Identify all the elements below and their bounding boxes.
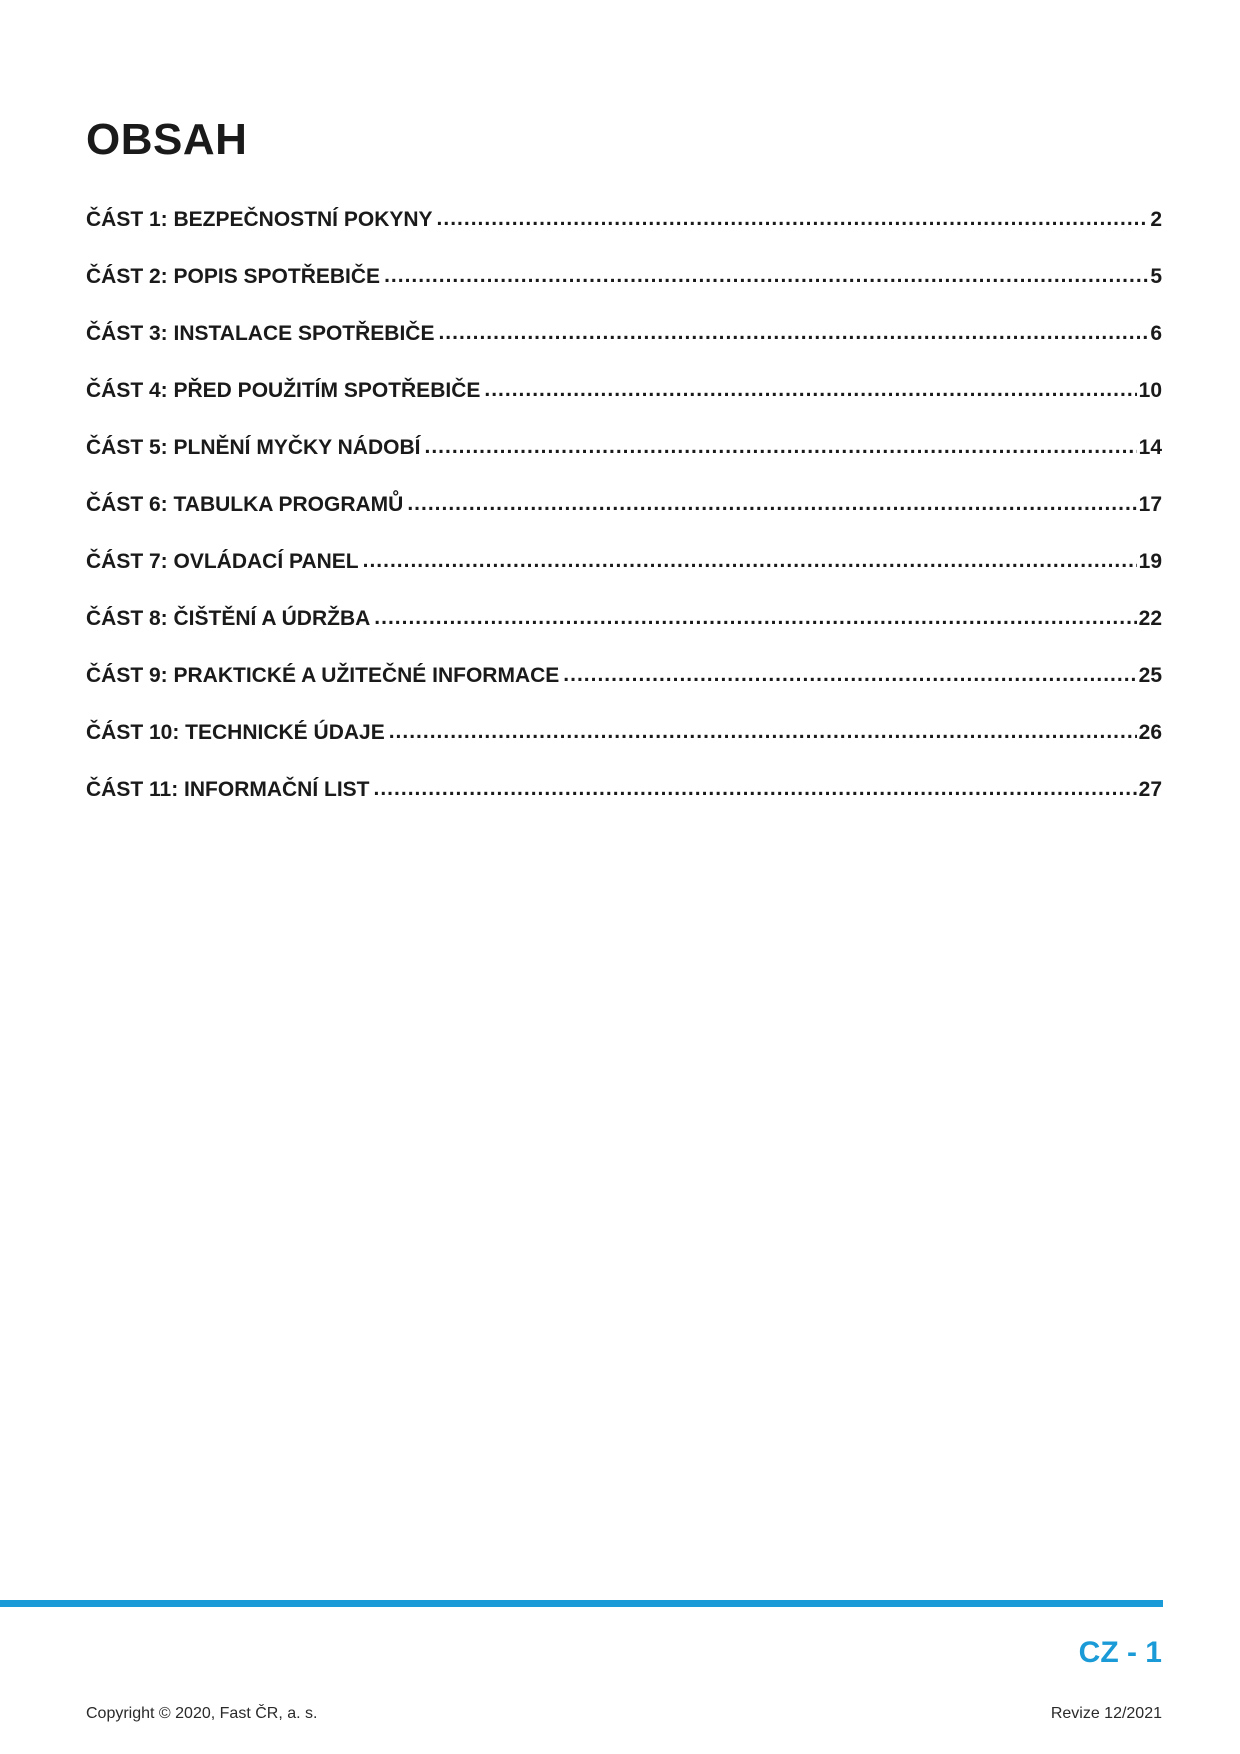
toc-entry-11[interactable] bbox=[86, 778, 1162, 835]
toc-dot-leader bbox=[424, 435, 1136, 459]
footer-divider bbox=[0, 1600, 1163, 1607]
toc-entry-label: ČÁST 9: PRAKTICKÉ A UŽITEČNÉ INFORMACE bbox=[86, 664, 560, 687]
toc-dot-leader bbox=[437, 207, 1149, 231]
toc-entry-label: ČÁST 7: OVLÁDACÍ PANEL bbox=[86, 550, 359, 573]
toc-entry-page: 26 bbox=[1138, 721, 1162, 744]
toc-entry-page: 2 bbox=[1150, 208, 1162, 231]
toc-entry-page: 5 bbox=[1150, 265, 1162, 288]
toc-entry-label: ČÁST 2: POPIS SPOTŘEBIČE bbox=[86, 265, 381, 288]
toc-dot-leader bbox=[407, 492, 1136, 516]
toc-dot-leader bbox=[563, 663, 1136, 687]
toc-entry-9[interactable] bbox=[86, 664, 1162, 721]
toc-entry-page: 6 bbox=[1150, 322, 1162, 345]
toc-dot-leader bbox=[374, 777, 1137, 801]
toc-entry-page: 25 bbox=[1138, 664, 1162, 687]
toc-entry-page: 27 bbox=[1138, 778, 1162, 801]
toc-entry-10[interactable] bbox=[86, 721, 1162, 778]
toc-entry-1[interactable] bbox=[86, 208, 1162, 265]
toc-entry-8[interactable] bbox=[86, 607, 1162, 664]
toc-entry-label: ČÁST 3: INSTALACE SPOTŘEBIČE bbox=[86, 322, 435, 345]
copyright-notice: Copyright © 2020, Fast ČR, a. s. bbox=[86, 1705, 318, 1722]
toc-dot-leader bbox=[384, 264, 1148, 288]
revision-label: Revize 12/2021 bbox=[1050, 1705, 1162, 1722]
toc-entry-3[interactable] bbox=[86, 322, 1162, 379]
toc-entry-label: ČÁST 8: ČIŠTĚNÍ A ÚDRŽBA bbox=[86, 607, 371, 630]
toc-entry-page: 14 bbox=[1138, 436, 1162, 459]
toc-entry-label: ČÁST 11: INFORMAČNÍ LIST bbox=[86, 778, 370, 801]
toc-entry-page: 17 bbox=[1138, 493, 1162, 516]
toc-entry-2[interactable] bbox=[86, 265, 1162, 322]
toc-entry-label: ČÁST 6: TABULKA PROGRAMŮ bbox=[86, 493, 404, 516]
toc-entry-7[interactable] bbox=[86, 550, 1162, 607]
toc-entry-label: ČÁST 1: BEZPEČNOSTNÍ POKYNY bbox=[86, 208, 433, 231]
toc-entry-page: 19 bbox=[1138, 550, 1162, 573]
page-title: OBSAH bbox=[86, 115, 248, 164]
toc-dot-leader bbox=[374, 606, 1136, 630]
toc-dot-leader bbox=[484, 378, 1136, 402]
toc-entry-label: ČÁST 5: PLNĚNÍ MYČKY NÁDOBÍ bbox=[86, 436, 421, 459]
toc-entry-4[interactable] bbox=[86, 379, 1162, 436]
toc-dot-leader bbox=[389, 720, 1137, 744]
page-number: CZ - 1 bbox=[1078, 1636, 1162, 1669]
table-of-contents bbox=[86, 208, 1162, 835]
toc-entry-label: ČÁST 4: PŘED POUŽITÍM SPOTŘEBIČE bbox=[86, 379, 481, 402]
toc-dot-leader bbox=[438, 321, 1148, 345]
toc-entry-page: 22 bbox=[1138, 607, 1162, 630]
toc-entry-page: 10 bbox=[1138, 379, 1162, 402]
toc-entry-5[interactable] bbox=[86, 436, 1162, 493]
toc-entry-label: ČÁST 10: TECHNICKÉ ÚDAJE bbox=[86, 721, 385, 744]
toc-dot-leader bbox=[363, 549, 1137, 573]
toc-entry-6[interactable] bbox=[86, 493, 1162, 550]
